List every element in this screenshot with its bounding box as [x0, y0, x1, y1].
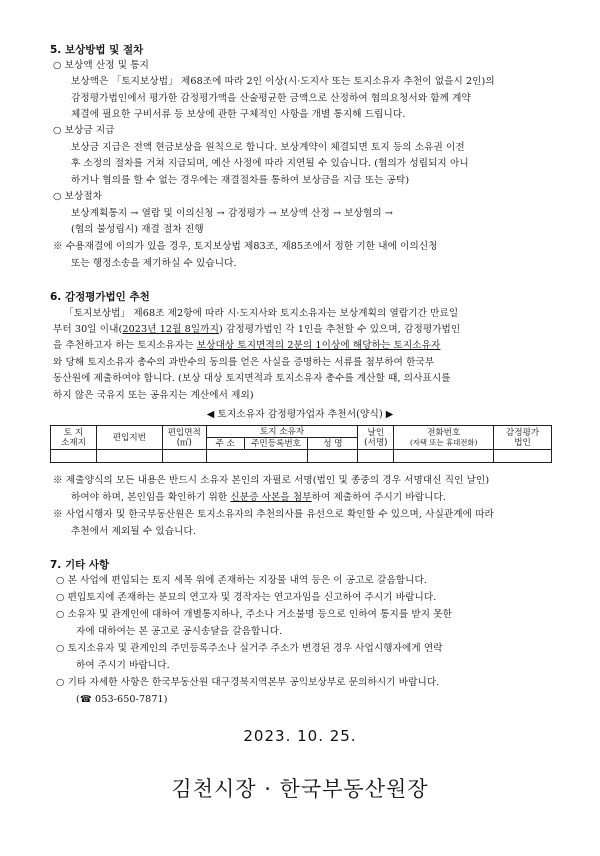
procedure-title: ○ 보상절차 [53, 191, 103, 202]
section-7-heading: 7. 기타 사항 [50, 559, 110, 571]
header-resident-id: 주민등록번호 [244, 438, 308, 450]
form-note-1-line-2: 하여야 하며, 본인임을 확인하기 위한 신분증 사본을 첨부하여 제출하여 주시기 바랍니다. [71, 492, 447, 503]
notice-date: 2023. 10. 25. [243, 727, 357, 745]
form-note-2-line-1: ※ 사업시행자 및 한국부동산원은 토지소유자의 추천의사를 유선으로 확인할 수 있으며, 사실관계에 따라 [53, 509, 494, 520]
header-phone: 전화번호 (자택 또는 휴대전화) [394, 426, 494, 450]
id-copy-requirement: 신분증 사본을 첨부 [230, 492, 312, 503]
header-land-location: 토 지 소재지 [51, 426, 97, 450]
section-6-heading: 6. 감정평가법인 추천 [50, 291, 150, 303]
other-item-3-line-2: 자에 대하여는 본 공고로 공시송달을 갈음합니다. [76, 626, 283, 637]
form-table-title: ◀ 토지소유자 감정평가업자 추천서(양식) ▶ [206, 409, 394, 420]
payment-title: ○ 보상금 지급 [53, 125, 115, 136]
header-name: 성 명 [308, 438, 358, 450]
form-note-1-line-1: ※ 제출양식의 모든 내용은 반드시 소유자 본인의 자필로 서명(법인 및 종중의 경우 서명대신 직인 날인) [53, 475, 490, 486]
header-lot-number: 편입지번 [96, 426, 162, 450]
appeal-note-line-2: 또는 행정소송을 제기하실 수 있습니다. [71, 258, 237, 269]
recommendation-line-6: 하지 않은 국유지 또는 공유지는 계산에서 제외) [53, 390, 254, 401]
recommendation-line-1: 「토지보상법」 제68조 제2항에 따라 시·도지사와 토지소유자는 보상계획의 열람기간 만료일 [64, 308, 459, 319]
payment-line-3: 하거나 협의를 할 수 없는 경우에는 재결절차를 통하여 보상금을 지급 또는 공탁) [71, 175, 410, 186]
land-area-requirement: 보상대상 토지면적의 2분의 1이상에 해당하는 토지소유자 [196, 340, 441, 351]
compensation-notice-line-1: 보상액은 「토지보상법」 제68조에 따라 2인 이상(시·도지사 또는 토지소유자 추천이 없을시 2인)의 [71, 76, 495, 87]
recommendation-line-5: 동산원에 제출하여야 합니다. (보상 대상 토지면적과 토지소유자 총수를 계산할 때, 의사표시를 [53, 373, 451, 384]
issuing-authorities: 김천시장 · 한국부동산원장 [171, 777, 429, 801]
procedure-line-2: (협의 불성립시) 재결 절차 진행 [71, 224, 204, 235]
compensation-notice-line-3: 체결에 필요한 구비서류 등 보상에 관한 구체적인 사항을 개별 통지해 드립니다. [71, 109, 406, 120]
other-item-4-line-1: ○ 토지소유자 및 관계인의 주민등록주소나 실거주 주소가 변경된 경우 사업시행자에게 연락 [56, 643, 443, 654]
header-seal: 날인 (서명) [358, 426, 394, 450]
appeal-note-line-1: ※ 수용재결에 이의가 있을 경우, 토지보상법 제83조, 제85조에서 정한 기한 내에 이의신청 [53, 241, 438, 252]
payment-line-2: 후 소정의 절차를 거쳐 지급되며, 예산 사정에 따라 지연될 수 있습니다. (협의가 성립되지 아니 [71, 158, 469, 169]
compensation-notice-line-2: 감정평가법인에서 평가한 감정평가액을 산술평균한 금액으로 산정하여 협의요청서와 함께 계약 [71, 93, 471, 104]
procedure-line-1: 보상계획통지 → 열람 및 이의신청 → 감정평가 → 보상액 산정 → 보상협의 → [71, 208, 394, 219]
deadline-date: 2023년 12월 8일까지 [122, 324, 219, 335]
section-5-heading: 5. 보상방법 및 절차 [50, 44, 144, 56]
header-land-owner: 토지 소유자 [206, 426, 358, 438]
compensation-notice-title: ○ 보상액 산정 및 통지 [53, 60, 150, 71]
header-appraiser: 감정평가 법인 [494, 426, 552, 450]
other-item-5: ○ 기타 자세한 사항은 한국부동산원 대구경북지역본부 공익보상부로 문의하시기 바랍니다. [56, 677, 440, 688]
other-item-2: ○ 편입토지에 존재하는 분묘의 연고자 및 경작자는 연고자임을 신고하여 주시기 바랍니다. [56, 592, 437, 603]
payment-line-1: 보상금 지급은 전액 현금보상을 원칙으로 합니다. 보상계약이 체결되면 토지 등의 소유권 이전 [71, 142, 465, 153]
header-address: 주 소 [206, 438, 244, 450]
other-item-3-line-1: ○ 소유자 및 관계인에 대하여 개별통지하나, 주소나 거소불명 등으로 인하여 통지를 받지 못한 [56, 609, 453, 620]
table-row [51, 450, 552, 463]
header-area: 편입면적 (㎡) [162, 426, 206, 450]
recommendation-line-2: 부터 30일 이내(2023년 12월 8일까지) 감정평가법인 각 1인을 추천할 수 있으며, 감정평가법인 [53, 324, 461, 335]
recommendation-form-table [50, 425, 552, 463]
contact-phone: (☎ 053-650-7871) [76, 694, 168, 705]
recommendation-line-4: 와 당해 토지소유자 총수의 과반수의 동의를 얻은 사실을 증명하는 서류를 첨부하여 한국부 [53, 357, 435, 368]
form-note-2-line-2: 추천에서 제외될 수 있습니다. [71, 526, 197, 537]
other-item-4-line-2: 하여 주시기 바랍니다. [76, 660, 170, 671]
other-item-1: ○ 본 사업에 편입되는 토지 세목 위에 존재하는 지장물 내역 등은 이 공고로 갈음합니다. [56, 575, 428, 586]
recommendation-line-3: 을 추천하고자 하는 토지소유자는 보상대상 토지면적의 2분의 1이상에 해당하는 토지소유자 [53, 340, 441, 351]
